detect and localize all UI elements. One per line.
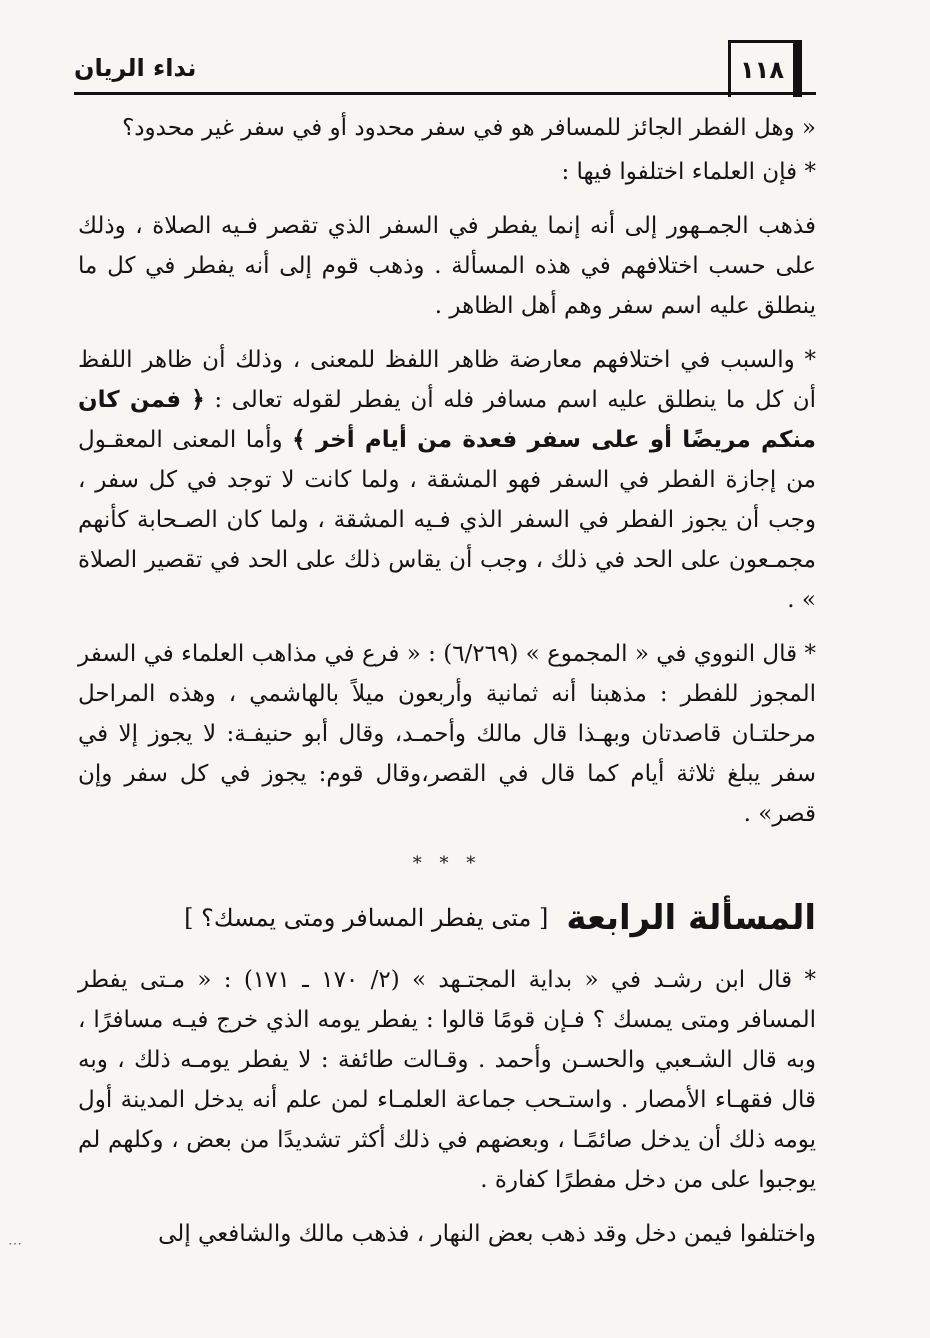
section-label: المسألة الرابعة <box>566 898 816 938</box>
section-separator: * * * <box>412 853 482 874</box>
corner-mark: ⋯ <box>8 1236 22 1252</box>
reason-text: * والسبب في اختلافهم معارضة ظاهر اللفظ للمعنى ، وذلك أن ظاهر اللفظ أن كل ما ينطلق عليه اسم مسافر فله أن يفطر لقوله تعالى : <box>78 347 817 413</box>
header-rule <box>74 92 816 95</box>
paragraph-scholars-differed: * فإن العلماء اختلفوا فيها : <box>561 159 816 185</box>
section-heading <box>78 890 816 946</box>
quran-verse: ﴿ فمن كان منكم مريضًا أو على سفر فعدة من أيام أخر ﴾ <box>78 387 817 453</box>
paragraph-ibn-rushd-quote: * قال ابن رشـد في « بداية المجتـهد » (٢/ ١٧٠ ـ ١٧١) : « مـتى يفطر المسافر ومتى يمسك ؟ فـإن قومًا قالوا : يفطر يومه الذي خرج فيـه مسافرًا ، وبه قال الشـعبي والحسـن وأحمد . وقـالت طائفة : لا يفطر يومـه ذلك ، وبه قال فقهـاء الأمصار . واستـحب جماعة العلمـاء لمن علم أنه يدخل المدينة أول يومه ذلك أن يدخل صائمًـا ، وبعضهم في ذلك أكثر تشديدًا من بعض ، وكلهم لم يوجبوا على من دخل مفطرًا كفارة . <box>78 967 816 1193</box>
page-number: ١١٨ <box>728 40 796 97</box>
section-subtitle: [ متى يفطر المسافر ومتى يمسك؟ ] <box>184 904 549 932</box>
paragraph-nawawi-quote: * قال النووي في « المجموع » (٦/٢٦٩) : « فرع في مذاهب العلماء في السفر المجوز للفطر : مذهبنا أنه ثمانية وأربعون ميلاً بالهاشمي ، وهذه المراحل مرحلتـان قاصدتان وبهـذا قال مالك وأحمـد، وقال أبو حنيفـة: لا يجوز إلا في سفر يبلغ ثلاثة أيام كما قال في القصر،وقال قوم: يجوز في كل سفر وإن قصر» . <box>78 641 816 827</box>
reason-continuation: وأما المعنى المعقـول من إجازة الفطر في السفر فهو المشقة ، ولما كانت لا توجد في كل سفر ، وجب أن يجوز الفطر في السفر الذي فـيه المشقة ، ولما كان الصـحابة كأنهم مجمـعون على الحد في ذلك ، وجب أن يقاس ذلك على الحد في تقصير الصلاة » . <box>78 427 817 613</box>
paragraph-majority-view: فذهب الجمـهور إلى أنه إنما يفطر في السفر الذي تقصر فـيه الصلاة ، وذلك على حسب اختلافهم في هذه المسألة . وذهب قوم إلى أنه يفطر في كل ما ينطلق عليه اسم سفر وهم أهل الظاهر . <box>78 213 816 319</box>
page-header <box>74 30 816 96</box>
paragraph-question: « وهل الفطر الجائز للمسافر هو في سفر محدود أو في سفر غير محدود؟ <box>122 115 816 141</box>
paragraph-reason <box>78 340 816 620</box>
paragraph-final: واختلفوا فيمن دخل وقد ذهب بعض النهار ، فذهب مالك والشافعي إلى <box>158 1221 816 1247</box>
body-text <box>78 108 816 1268</box>
running-title: نداء الريان <box>74 54 197 82</box>
